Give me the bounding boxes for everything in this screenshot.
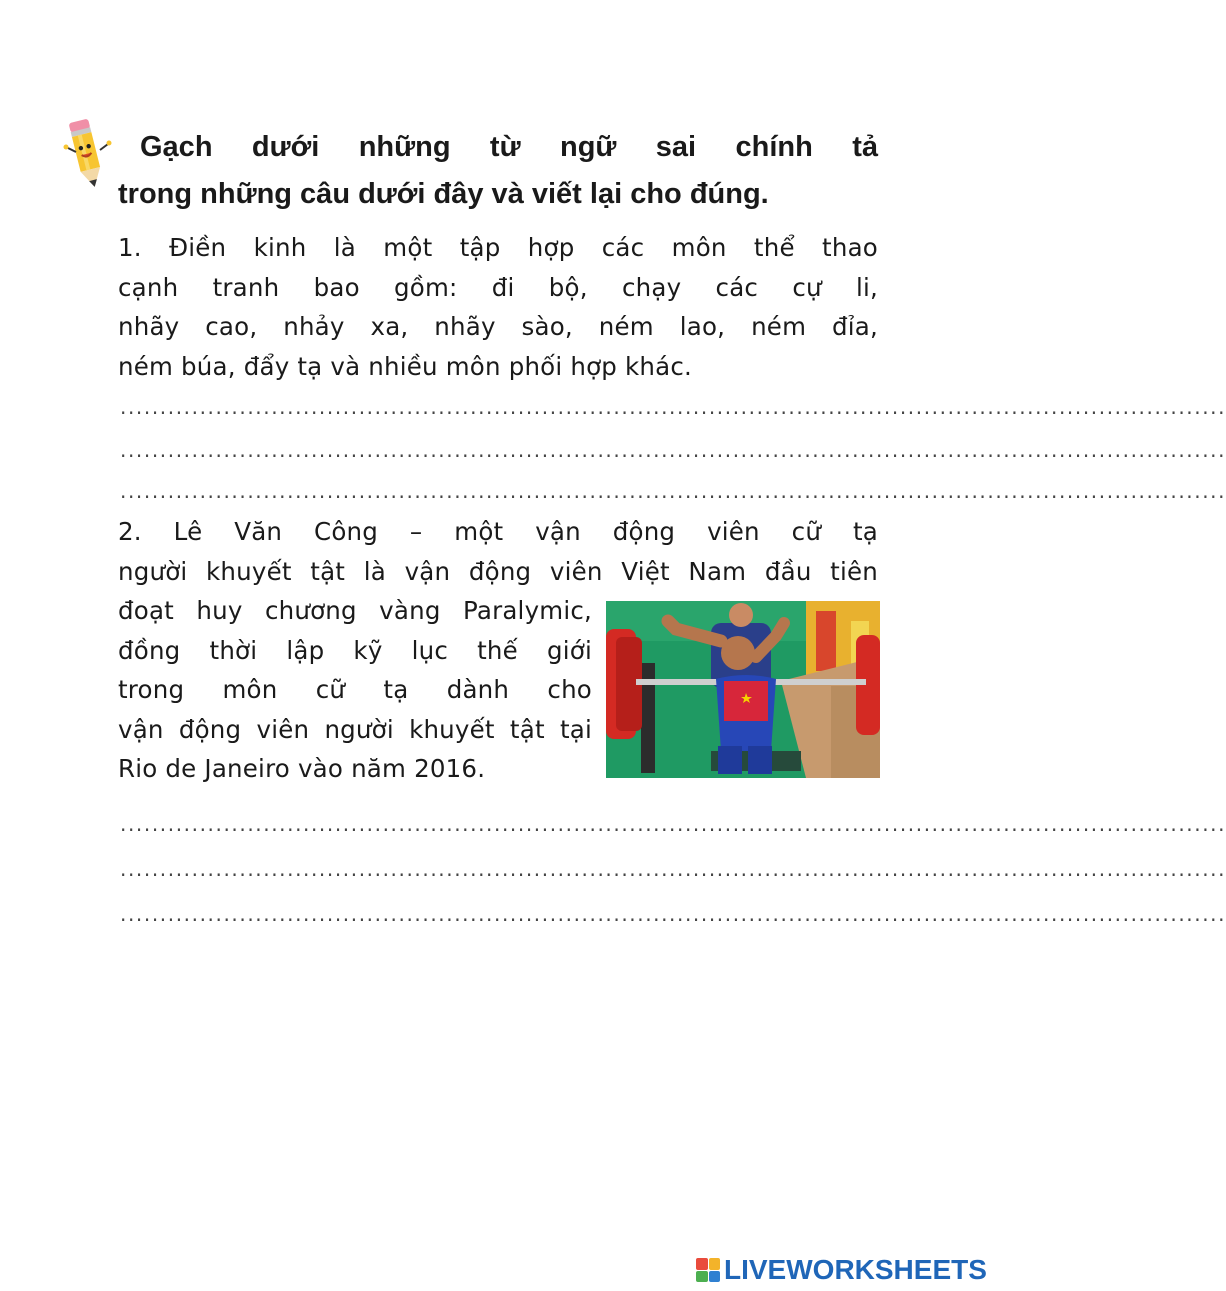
exercise-2-line: vận động viên người khuyết tật tại: [118, 714, 592, 744]
answer-line-2c[interactable]: ...........................................................................................................................................: [120, 902, 1226, 926]
title-line-1: Gạch dưới những từ ngữ sai chính tả: [140, 131, 878, 163]
liveworksheets-logo: [696, 1256, 987, 1284]
exercise-2-text: [118, 512, 878, 591]
liveworksheets-logo-text: LIVEWORKSHEETS: [724, 1254, 987, 1285]
exercise-1-line: cạnh tranh bao gồm: đi bộ, chạy các cự li,: [118, 272, 878, 302]
title-line-2: trong những câu dưới đây và viết lại cho đúng.: [118, 178, 769, 210]
exercise-2-line: Rio de Janeiro vào năm 2016.: [118, 754, 486, 783]
exercise-1-line: ném búa, đẩy tạ và nhiều môn phối hợp khác.: [118, 351, 693, 381]
exercise-2-line: trong môn cữ tạ dành cho: [118, 675, 592, 704]
exercise-1-line: 1. Điền kinh là một tập hợp các môn thể thao: [118, 233, 878, 262]
exercise-2-line: 2. Lê Văn Công – một vận động viên cữ tạ: [118, 517, 878, 546]
exercise-1-line: nhãy cao, nhảy xa, nhãy sào, ném lao, ném đỉa,: [118, 312, 878, 341]
answer-line-1b[interactable]: ...........................................................................................................................................: [120, 438, 1226, 462]
exercise-2-line: đồng thời lập kỹ lục thế giới: [118, 635, 592, 665]
answer-line-2b[interactable]: ...........................................................................................................................................: [120, 857, 1226, 881]
answer-line-2a[interactable]: ...........................................................................................................................................: [120, 812, 1226, 836]
answer-line-1a[interactable]: ...........................................................................................................................................: [120, 395, 1226, 419]
exercise-1-text: [118, 228, 878, 386]
liveworksheets-logo-icon: [696, 1258, 720, 1282]
exercise-2-text-wrapped: [118, 591, 592, 789]
exercise-2-line: đoạt huy chương vàng Paralymic,: [118, 596, 592, 625]
exercise-2-line: người khuyết tật là vận động viên Việt Nam đầu tiên: [118, 556, 878, 586]
pencil-mascot-icon: [60, 114, 112, 190]
exercise-title: [118, 124, 878, 218]
answer-line-1c[interactable]: ...........................................................................................................................................: [120, 479, 1226, 503]
weightlifter-photo: [606, 601, 880, 778]
